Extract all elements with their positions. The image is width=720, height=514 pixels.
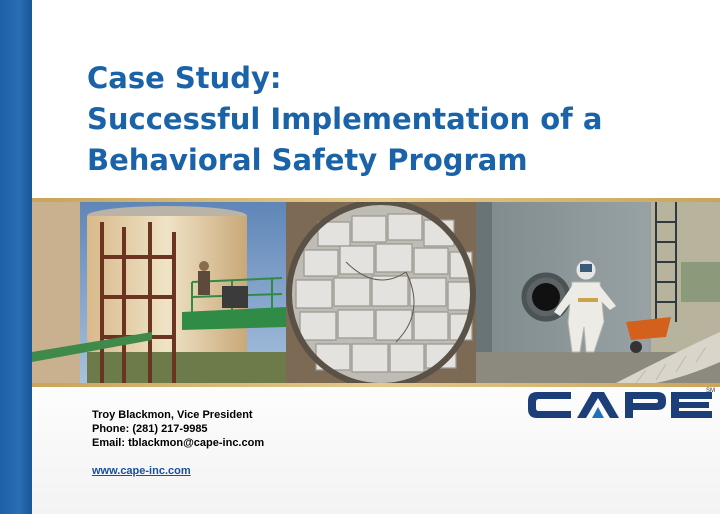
title-line-1: Case Study: (87, 61, 282, 95)
photo-strip-bottom-rule (32, 383, 720, 387)
slide-title (87, 58, 707, 181)
service-mark: SM (706, 388, 715, 394)
website-link[interactable]: www.cape-inc.com (92, 465, 191, 477)
photo-strip (32, 202, 720, 383)
title-line-2: Successful Implementation of a (87, 102, 603, 136)
contact-block (92, 408, 264, 478)
left-accent-bar (0, 0, 32, 514)
title-line-3: Behavioral Safety Program (87, 143, 528, 177)
contact-spacer (92, 450, 264, 464)
contact-email: Email: tblackmon@cape-inc.com (92, 437, 265, 449)
photo-protective-suit-worker (476, 202, 720, 383)
photo-tiled-interior (286, 202, 476, 383)
contact-phone: Phone: (281) 217-9985 (92, 423, 208, 435)
photo-tank-scaffold (32, 202, 286, 383)
cape-logo (525, 388, 715, 422)
contact-name-title: Troy Blackmon, Vice President (92, 409, 253, 421)
